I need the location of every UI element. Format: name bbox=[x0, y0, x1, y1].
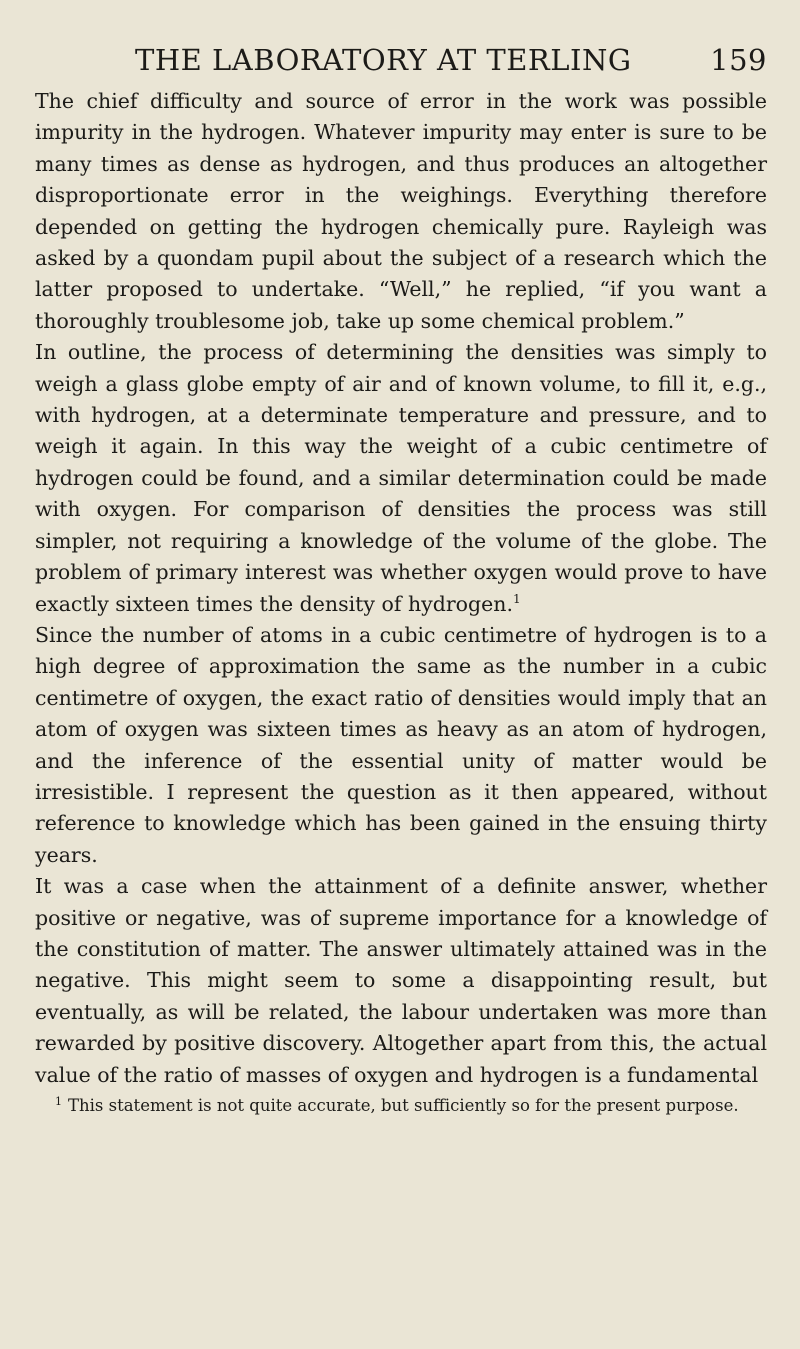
page-number: 159 bbox=[710, 43, 767, 77]
footnote bbox=[35, 1093, 767, 1118]
running-head bbox=[35, 38, 767, 82]
paragraph-2-text: In outline, the process of determining the densities was simply to weigh a glass globe empty of air and of known volume, to fill it, e.g., with hydrogen, at a determinate temperature and pressure, and to weigh it again. In this way the weight of a cubic centimetre of hydrogen could be found, and a similar determination could be made with oxygen. For comparison of densities the process was still simpler, not requiring a knowledge of the volume of the globe. The problem of primary interest was whether oxygen would prove to have exactly sixteen times the density of hydrogen. bbox=[35, 340, 767, 616]
footnote-number: 1 bbox=[55, 1094, 62, 1108]
paragraph-2 bbox=[35, 337, 767, 620]
paragraph-4-text: It was a case when the attainment of a definite answer, whether positive or negative, was of supreme importance for a knowledge of the constitution of matter. The answer ultimately attained was in the negative. This might seem to some a disappointing result, but eventually, as will be related, the labour undertaken was more than rewarded by positive discovery. Altogether apart from this, the actual value of the ratio of masses of oxygen and hydrogen is a fundamental bbox=[35, 874, 767, 1087]
paragraph-4 bbox=[35, 871, 767, 1091]
paragraph-1-text: The chief difficulty and source of error in the work was possible impurity in the hydrogen. Whatever impurity may enter is sure to be many times as dense as hydrogen, and thus produces an altogether disproportionate error in the weighings. Everything therefore depended on getting the hydrogen chemically pure. Rayleigh was asked by a quondam pupil about the subject of a research which the latter proposed to undertake. “Well,” he replied, “if you want a thoroughly troublesome job, take up some chemical problem.” bbox=[35, 89, 767, 333]
body-text bbox=[35, 86, 767, 1091]
running-title: THE LABORATORY AT TERLING bbox=[135, 43, 632, 77]
paragraph-1 bbox=[35, 86, 767, 337]
footnote-text: This statement is not quite accurate, but sufficiently so for the present purpose. bbox=[68, 1096, 739, 1115]
paragraph-3-text: Since the number of atoms in a cubic centimetre of hydrogen is to a high degree of approximation the same as the number in a cubic centimetre of oxygen, the exact ratio of densities would imply that an atom of oxygen was sixteen times as heavy as an atom of hydrogen, and the inference of the essential unity of matter would be irresistible. I represent the question as it then appeared, without reference to knowledge which has been gained in the ensuing thirty years. bbox=[35, 622, 767, 867]
book-page bbox=[35, 38, 767, 1118]
paragraph-3 bbox=[35, 620, 767, 871]
footnote-reference-mark[interactable]: 1 bbox=[512, 591, 521, 606]
